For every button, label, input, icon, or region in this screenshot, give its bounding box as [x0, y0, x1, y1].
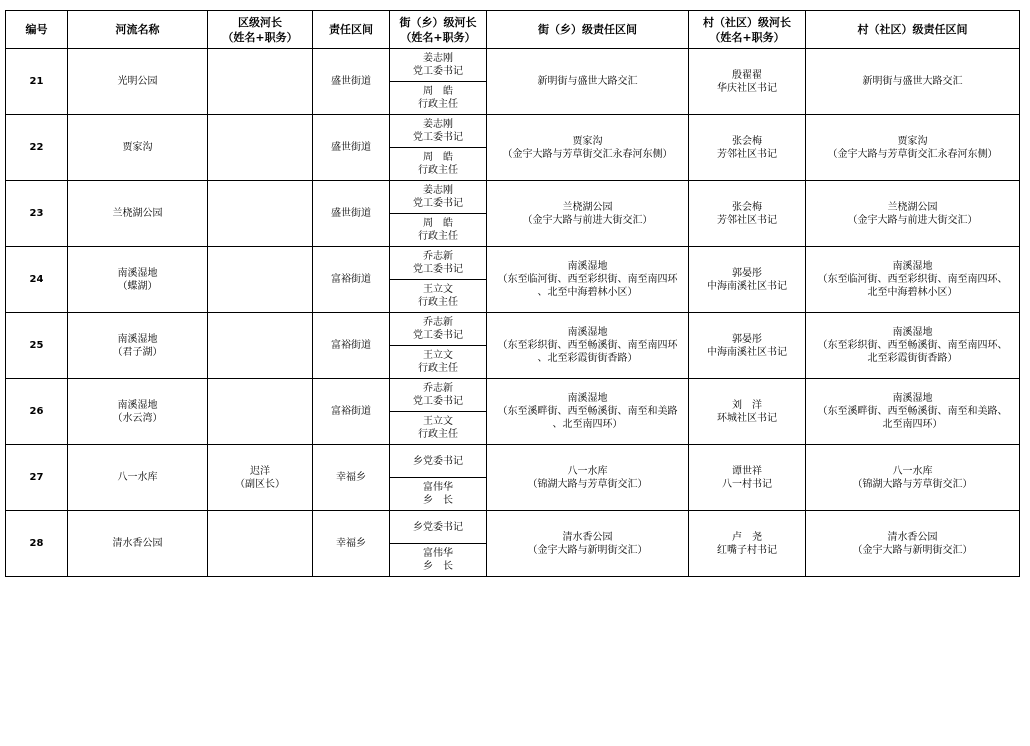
table-row	[6, 445, 1020, 478]
cell-line: （金宇大路与新明街交汇）	[527, 544, 648, 556]
cell-interval	[313, 445, 390, 511]
cell-line: 华庆社区书记	[717, 82, 777, 94]
cell-street-chief	[390, 247, 487, 280]
table-row	[6, 379, 1020, 412]
cell-line: 行政主任	[418, 363, 458, 374]
cell-line: 街（乡）级责任区间	[538, 23, 637, 36]
cell-line: 迟洋	[250, 465, 270, 477]
table-row	[6, 115, 1020, 148]
cell-line: 责任区间	[329, 23, 373, 36]
cell-line: （东至溪畔街、西至畅溪街、南至和美路	[497, 406, 678, 417]
cell-river-name	[68, 181, 208, 247]
cell-line: （君子湖）	[112, 346, 163, 358]
cell-line: 富裕街道	[331, 274, 371, 285]
cell-line: 八一村书记	[722, 478, 772, 490]
cell-street-interval	[487, 313, 689, 379]
cell-district-chief	[208, 511, 313, 577]
cell-line: 八一水库	[567, 465, 608, 477]
cell-village-interval	[806, 379, 1020, 445]
cell-line: 南溪湿地	[117, 267, 158, 279]
cell-interval	[313, 115, 390, 181]
cell-street-interval	[487, 49, 689, 115]
cell-line: 乔志新	[423, 251, 453, 262]
cell-line: 党工委书记	[413, 264, 463, 275]
header-village-chief	[689, 11, 806, 49]
cell-line: 姜志刚	[423, 185, 453, 196]
cell-line: 谭世祥	[732, 465, 762, 477]
cell-interval	[313, 247, 390, 313]
cell-line: （姓名+职务）	[400, 30, 476, 44]
cell-line: 清水香公园	[887, 531, 938, 543]
cell-village-interval	[806, 49, 1020, 115]
cell-line: 南溪湿地	[892, 327, 933, 338]
cell-line: 贾家沟	[897, 135, 928, 147]
cell-line: （东至彩织街、西至畅溪街、南至南四环、	[817, 340, 1008, 351]
header-row	[6, 11, 1020, 49]
cell-street-chief	[390, 49, 487, 82]
cell-street-chief	[390, 412, 487, 445]
cell-line: 党工委书记	[413, 198, 463, 209]
cell-line: 新明街与盛世大路交汇	[537, 76, 638, 87]
cell-line: 幸福乡	[336, 538, 366, 549]
cell-street-chief	[390, 511, 487, 544]
cell-line: （东至临河街、西至彩织街、南至南四环	[497, 274, 678, 285]
cell-line: 乡党委书记	[413, 521, 463, 533]
cell-line: （金宇大路与芳草街交汇永春河东侧）	[827, 148, 998, 160]
cell-street-chief	[390, 478, 487, 511]
cell-village-chief	[689, 247, 806, 313]
cell-no	[6, 49, 68, 115]
header-street-chief	[390, 11, 487, 49]
cell-street-chief	[390, 214, 487, 247]
cell-street-chief	[390, 115, 487, 148]
cell-line: 北至中海碧林小区）	[867, 287, 958, 298]
cell-line: 王立文	[423, 416, 453, 427]
river-chief-table	[5, 10, 1020, 577]
cell-line: 北至南四环）	[882, 419, 943, 430]
cell-village-interval	[806, 445, 1020, 511]
cell-line: 行政主任	[418, 297, 458, 308]
cell-line: 北至彩霞街街香路）	[867, 353, 958, 364]
cell-river-name	[68, 115, 208, 181]
cell-village-chief	[689, 181, 806, 247]
cell-line: 周 皓	[423, 86, 453, 97]
cell-line: 23	[29, 208, 44, 219]
cell-village-chief	[689, 445, 806, 511]
cell-line: 八一水库	[892, 465, 933, 477]
cell-interval	[313, 49, 390, 115]
cell-line: 周 皓	[423, 218, 453, 229]
cell-line: 28	[29, 538, 44, 549]
cell-line: （姓名+职务）	[222, 30, 298, 44]
cell-street-chief	[390, 313, 487, 346]
cell-street-interval	[487, 511, 689, 577]
cell-line: 兰桡湖公园	[112, 208, 163, 219]
cell-line: 清水香公园	[112, 538, 163, 549]
cell-line: 南溪湿地	[117, 399, 158, 411]
cell-line: 芳邻社区书记	[717, 214, 777, 226]
cell-river-name	[68, 247, 208, 313]
table-row	[6, 247, 1020, 280]
cell-river-name	[68, 379, 208, 445]
cell-line: 张会梅	[732, 135, 762, 147]
cell-line: 南溪湿地	[567, 393, 608, 404]
cell-line: 村（社区）级河长	[703, 15, 791, 29]
cell-street-chief	[390, 445, 487, 478]
cell-line: （锦湖大路与芳草街交汇）	[527, 478, 648, 490]
cell-street-interval	[487, 379, 689, 445]
cell-village-chief	[689, 379, 806, 445]
cell-line: 行政主任	[418, 429, 458, 440]
cell-line: （水云湾）	[112, 412, 163, 424]
cell-line: （东至溪畔街、西至畅溪街、南至和美路、	[817, 406, 1008, 417]
cell-line: 殷翟翟	[732, 69, 762, 81]
cell-village-chief	[689, 511, 806, 577]
cell-line: 卢 尧	[732, 531, 762, 543]
cell-line: 新明街与盛世大路交汇	[862, 76, 963, 87]
cell-district-chief	[208, 181, 313, 247]
cell-line: （金宇大路与前进大街交汇）	[847, 214, 978, 226]
cell-line: 贾家沟	[572, 135, 603, 147]
cell-line: 刘 洋	[732, 399, 762, 411]
cell-line: 盛世街道	[331, 76, 371, 87]
cell-street-interval	[487, 445, 689, 511]
cell-line: 党工委书记	[413, 132, 463, 143]
cell-village-interval	[806, 511, 1020, 577]
cell-street-chief	[390, 544, 487, 577]
cell-no	[6, 247, 68, 313]
cell-river-name	[68, 49, 208, 115]
cell-line: （金宇大路与前进大街交汇）	[522, 214, 653, 226]
cell-no	[6, 181, 68, 247]
cell-line: 幸福乡	[336, 472, 366, 483]
cell-line: 村（社区）级责任区间	[857, 23, 968, 36]
header-street-interval	[487, 11, 689, 49]
cell-line: 红嘴子村书记	[717, 544, 777, 556]
cell-line: 街（乡）级河长	[399, 15, 477, 29]
cell-line: （东至彩织街、西至畅溪街、南至南四环	[497, 340, 678, 351]
cell-line: 党工委书记	[413, 396, 463, 407]
cell-line: 党工委书记	[413, 330, 463, 341]
cell-line: 郭晏彤	[732, 267, 762, 279]
cell-line: 富裕街道	[331, 340, 371, 351]
cell-line: 兰桡湖公园	[887, 201, 938, 213]
cell-line: 清水香公园	[562, 531, 613, 543]
cell-line: 行政主任	[418, 99, 458, 110]
cell-river-name	[68, 511, 208, 577]
cell-line: （副区长）	[235, 478, 285, 490]
cell-line: 南溪湿地	[567, 327, 608, 338]
cell-line: 24	[29, 274, 44, 285]
table-row	[6, 181, 1020, 214]
cell-street-chief	[390, 181, 487, 214]
cell-line: 行政主任	[418, 165, 458, 176]
cell-district-chief	[208, 445, 313, 511]
cell-no	[6, 115, 68, 181]
cell-street-interval	[487, 247, 689, 313]
cell-street-chief	[390, 148, 487, 181]
cell-district-chief	[208, 49, 313, 115]
cell-line: 王立文	[423, 350, 453, 361]
cell-village-interval	[806, 181, 1020, 247]
table-row	[6, 49, 1020, 82]
cell-line: 22	[29, 142, 44, 153]
header-village-interval	[806, 11, 1020, 49]
cell-interval	[313, 181, 390, 247]
table-body	[6, 11, 1020, 577]
cell-line: 编号	[25, 23, 48, 36]
cell-village-chief	[689, 49, 806, 115]
cell-street-chief	[390, 346, 487, 379]
cell-line: （锦湖大路与芳草街交汇）	[852, 478, 973, 490]
cell-street-chief	[390, 280, 487, 313]
cell-line: 区级河长	[238, 15, 282, 29]
cell-no	[6, 379, 68, 445]
cell-street-chief	[390, 82, 487, 115]
cell-street-interval	[487, 181, 689, 247]
cell-river-name	[68, 313, 208, 379]
cell-line: 张会梅	[732, 201, 762, 213]
cell-line: （姓名+职务）	[709, 30, 785, 44]
cell-village-chief	[689, 115, 806, 181]
cell-line: 盛世街道	[331, 142, 371, 153]
cell-line: 八一水库	[117, 472, 158, 483]
header-no	[6, 11, 68, 49]
cell-no	[6, 511, 68, 577]
cell-line: 乡 长	[423, 561, 453, 572]
cell-river-name	[68, 445, 208, 511]
cell-no	[6, 445, 68, 511]
cell-line: 盛世街道	[331, 208, 371, 219]
table-row	[6, 511, 1020, 544]
cell-line: 南溪湿地	[117, 333, 158, 345]
cell-line: 环城社区书记	[717, 412, 777, 424]
cell-line: 光明公园	[117, 76, 158, 87]
cell-line: 中海南溪社区书记	[707, 346, 787, 358]
cell-line: 南溪湿地	[892, 261, 933, 272]
cell-district-chief	[208, 247, 313, 313]
cell-line: 26	[29, 406, 44, 417]
cell-village-interval	[806, 313, 1020, 379]
cell-interval	[313, 511, 390, 577]
cell-line: 中海南溪社区书记	[707, 280, 787, 292]
cell-line: 姜志刚	[423, 53, 453, 64]
cell-line: 21	[29, 76, 44, 87]
cell-street-interval	[487, 115, 689, 181]
cell-line: 芳邻社区书记	[717, 148, 777, 160]
cell-village-chief	[689, 313, 806, 379]
cell-line: 富伟华	[423, 548, 453, 559]
cell-line: 南溪湿地	[567, 261, 608, 272]
cell-line: 河流名称	[115, 23, 160, 36]
cell-line: （金宇大路与芳草街交汇永春河东侧）	[502, 148, 673, 160]
cell-line: 乔志新	[423, 317, 453, 328]
cell-line: 富伟华	[423, 482, 453, 493]
cell-line: 王立文	[423, 284, 453, 295]
cell-line: （金宇大路与新明街交汇）	[852, 544, 973, 556]
cell-line: 、北至彩霞街街香路）	[537, 353, 638, 364]
cell-line: 、北至南四环）	[552, 419, 623, 430]
cell-no	[6, 313, 68, 379]
cell-line: 贾家沟	[122, 142, 153, 153]
cell-line: 南溪湿地	[892, 393, 933, 404]
cell-line: 周 皓	[423, 152, 453, 163]
cell-village-interval	[806, 247, 1020, 313]
cell-line: 27	[29, 472, 44, 483]
header-river-name	[68, 11, 208, 49]
header-interval	[313, 11, 390, 49]
cell-village-interval	[806, 115, 1020, 181]
cell-interval	[313, 313, 390, 379]
cell-line: 党工委书记	[413, 66, 463, 77]
cell-line: （东至临河街、西至彩织街、南至南四环、	[817, 274, 1008, 285]
cell-district-chief	[208, 313, 313, 379]
cell-line: 富裕街道	[331, 406, 371, 417]
cell-line: 、北至中海碧林小区）	[537, 287, 638, 298]
cell-line: 乔志新	[423, 383, 453, 394]
cell-line: 姜志刚	[423, 119, 453, 130]
cell-line: 25	[29, 340, 44, 351]
cell-district-chief	[208, 115, 313, 181]
cell-line: 行政主任	[418, 231, 458, 242]
cell-street-chief	[390, 379, 487, 412]
header-district-chief	[208, 11, 313, 49]
table-row	[6, 313, 1020, 346]
cell-line: 乡党委书记	[413, 455, 463, 467]
cell-district-chief	[208, 379, 313, 445]
cell-line: 乡 长	[423, 495, 453, 506]
cell-line: 兰桡湖公园	[562, 201, 613, 213]
cell-line: 郭晏彤	[732, 333, 762, 345]
cell-line: （蝶湖）	[117, 280, 158, 292]
cell-interval	[313, 379, 390, 445]
